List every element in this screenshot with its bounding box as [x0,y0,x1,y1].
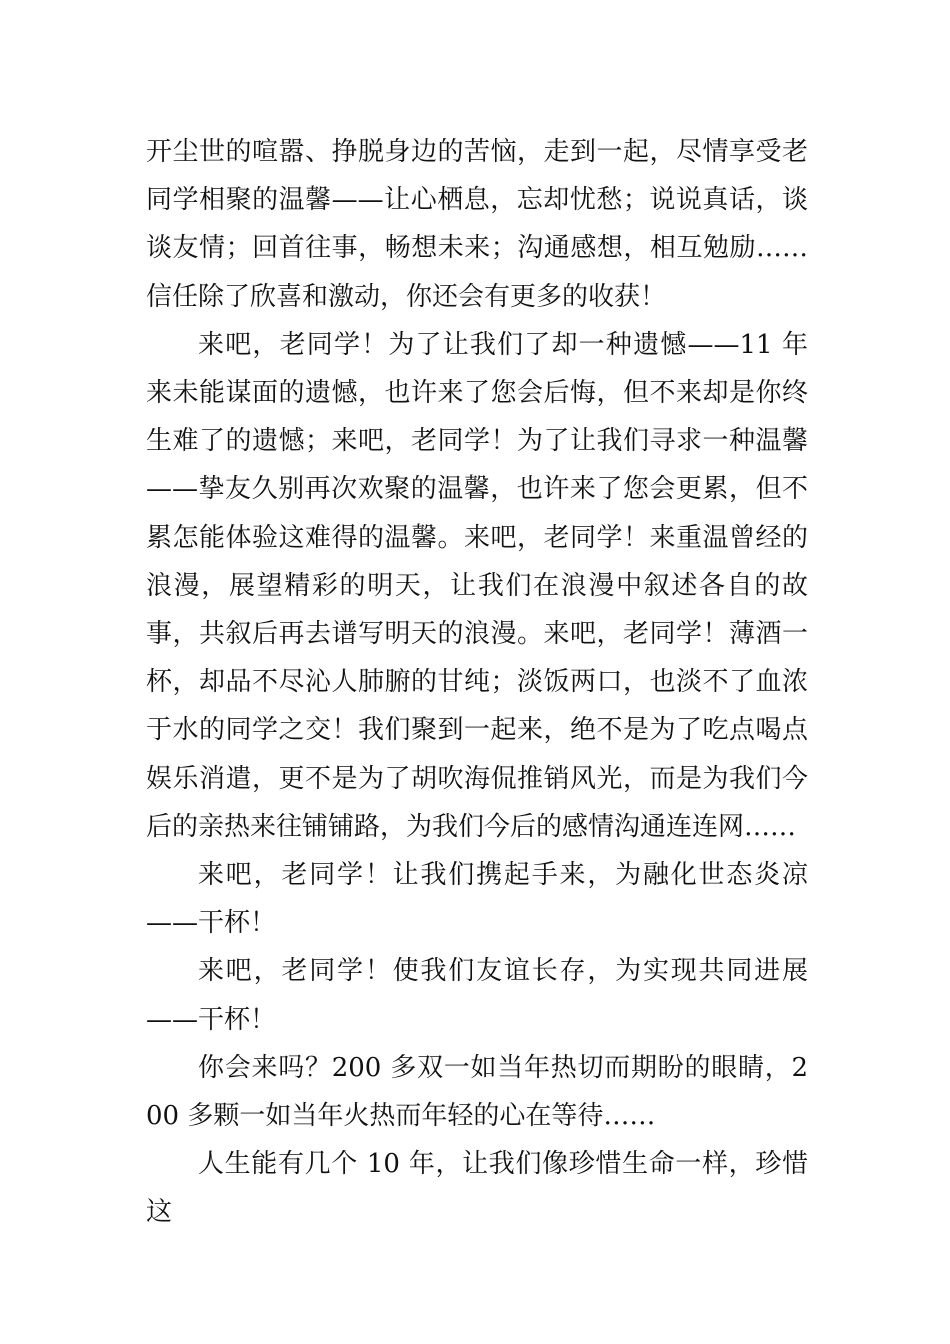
paragraph-invitation: 来吧，老同学！为了让我们了却一种遗憾——11 年来未能谋面的遗憾，也许来了您会后悔，但不来却是你终生难了的遗憾；来吧，老同学！为了让我们寻求一种温馨——挚友久别再次欢聚的温馨，也许来了您会更累，但不累怎能体验这难得的温馨。来吧，老同学！来重温曾经的浪漫，展望精彩的明天，让我们在浪漫中叙述各自的故事，共叙后再去谱写明天的浪漫。来吧，老同学！薄酒一杯，却品不尽沁人肺腑的甘纯；淡饭两口，也淡不了血浓于水的同学之交！我们聚到一起来，绝不是为了吃点喝点娱乐消遣，更不是为了胡吹海侃推销风光，而是为我们今后的亲热来往铺铺路，为我们今后的感情沟通连连网…… [146,329,808,842]
document-body [146,128,808,1237]
paragraph-cherish: 人生能有几个 10 年，让我们像珍惜生命一样，珍惜这 [146,1149,808,1228]
paragraph-toast-one: 来吧，老同学！让我们携起手来，为融化世态炎凉——干杯！ [146,860,808,939]
paragraph-toast-two: 来吧，老同学！使我们友谊长存，为实现共同进展——干杯！ [146,956,808,1035]
paragraph-waiting: 你会来吗？200 多双一如当年热切而期盼的眼睛，200 多颗一如当年火热而年轻的心在等待…… [146,1052,808,1132]
paragraph-continuation: 开尘世的喧嚣、挣脱身边的苦恼，走到一起，尽情享受老同学相聚的温馨——让心栖息，忘却忧愁；说说真话，谈谈友情；回首往事，畅想未来；沟通感想，相互勉励……信任除了欣喜和激动，你还会有更多的收获！ [146,137,808,312]
